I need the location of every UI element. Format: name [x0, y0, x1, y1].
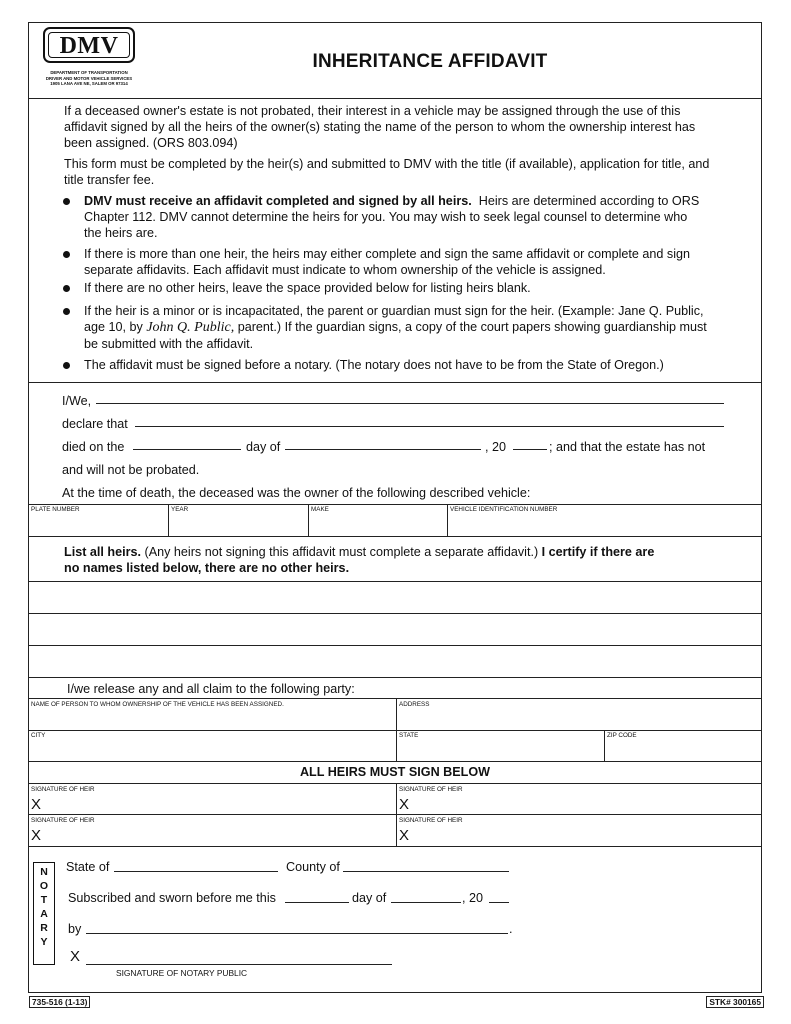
form-title: INHERITANCE AFFIDAVIT [312, 51, 548, 72]
died-on-label: died on the [62, 440, 125, 454]
notary-month-field[interactable] [391, 902, 461, 903]
year-label: YEAR [171, 506, 189, 513]
notary-vertical-label [33, 862, 55, 965]
divider [28, 98, 762, 99]
divider [28, 814, 762, 815]
signature-x-mark: X [399, 827, 410, 844]
declare-label: declare that [62, 417, 128, 431]
assignee-name-label: NAME OF PERSON TO WHOM OWNERSHIP OF THE VEHICLE HAS BEEN ASSIGNED. [31, 701, 284, 708]
example-signature: John Q. Public, [146, 320, 235, 336]
bullet-icon [63, 251, 70, 258]
deceased-name-field[interactable] [135, 426, 724, 427]
year-prefix-label: , 20 [485, 440, 507, 454]
divider [28, 783, 762, 784]
vin-label: VEHICLE IDENTIFICATION NUMBER [450, 506, 558, 513]
notary-signature-field[interactable] [86, 964, 392, 965]
heir-signature-label: SIGNATURE OF HEIR [31, 786, 95, 793]
divider [28, 536, 762, 537]
city-field[interactable] [29, 740, 395, 760]
heir-signature-label: SIGNATURE OF HEIR [399, 786, 463, 793]
bullet-icon [63, 308, 70, 315]
dmv-logo [43, 27, 135, 63]
heir-signature-field-1[interactable] [44, 795, 394, 813]
vin-field[interactable] [448, 514, 761, 535]
notary-year-prefix: , 20 [462, 891, 484, 905]
notary-year-field[interactable] [489, 902, 509, 903]
by-label: by [68, 922, 82, 936]
heir-row-3-field[interactable] [29, 646, 761, 676]
bullet-item-4: If the heir is a minor or is incapacitated, the parent or guardian must sign for the heir. (Example: Jane Q. Public, age 10, by John Q. Public, parent.) If the guardian signs, a copy of the court papers showing guardianship must be submitted with the affidavit. [84, 304, 707, 352]
zip-code-field[interactable] [605, 740, 761, 760]
state-of-label: State of [66, 860, 110, 874]
agency-line-1: DEPARTMENT OF TRANSPORTATION [50, 70, 128, 75]
estate-label: ; and that the estate has not [549, 440, 706, 454]
form-number: 735-516 (1-13) [29, 996, 90, 1008]
notary-signature-label: SIGNATURE OF NOTARY PUBLIC [116, 968, 248, 978]
stock-number: STK# 300165 [706, 996, 764, 1008]
address-field[interactable] [397, 709, 761, 729]
day-of-label: day of [246, 440, 281, 454]
city-label: CITY [31, 732, 46, 739]
zip-code-label: ZIP CODE [607, 732, 637, 739]
address-label: ADDRESS [399, 701, 430, 708]
assignee-name-field[interactable] [29, 709, 395, 729]
heir-row-1-field[interactable] [29, 582, 761, 612]
county-of-label: County of [286, 860, 340, 874]
make-field[interactable] [309, 514, 446, 535]
divider [28, 846, 762, 847]
not-probated-label: and will not be probated. [62, 463, 200, 477]
notary-day-of-label: day of [352, 891, 387, 905]
agency-line-2: DRIVER AND MOTOR VEHICLE SERVICES [45, 75, 133, 81]
heir-signature-field-2[interactable] [412, 795, 760, 813]
agency-line-3: 1905 LANA AVE NE, SALEM OR 97314 [50, 81, 128, 87]
death-month-field[interactable] [285, 449, 481, 450]
notary-day-field[interactable] [285, 902, 349, 903]
agency-address [34, 70, 144, 87]
notary-county-field[interactable] [343, 871, 509, 872]
divider [28, 698, 762, 699]
heir-signature-label: SIGNATURE OF HEIR [31, 817, 95, 824]
list-heirs-instructions: List all heirs. (Any heirs not signing this affidavit must complete a separate affidavit.) I certify if there are no names listed below, there are no other heirs. [64, 545, 655, 576]
bullet-item-3: If there are no other heirs, leave the space provided below for listing heirs blank. [84, 281, 531, 295]
bullet-icon [63, 362, 70, 369]
notary-signature-x-mark: X [70, 948, 81, 965]
notary-by-field[interactable] [86, 933, 508, 934]
plate-number-label: PLATE NUMBER [31, 506, 80, 513]
signature-x-mark: X [399, 796, 410, 813]
bullet-icon [63, 198, 70, 205]
state-field[interactable] [397, 740, 603, 760]
time-of-death-label: At the time of death, the deceased was the owner of the following described vehicle: [62, 486, 531, 500]
signature-x-mark: X [31, 796, 42, 813]
heir-row-2-field[interactable] [29, 614, 761, 644]
death-year-field[interactable] [513, 449, 547, 450]
iwe-label: I/We, [62, 394, 92, 408]
death-day-field[interactable] [133, 449, 241, 450]
subscribed-label: Subscribed and sworn before me this [68, 891, 276, 905]
divider [28, 730, 762, 731]
release-label: I/we release any and all claim to the following party: [67, 682, 355, 696]
make-label: MAKE [311, 506, 329, 513]
dmv-logo-text: DMV [48, 32, 130, 58]
signature-x-mark: X [31, 827, 42, 844]
year-field[interactable] [169, 514, 307, 535]
divider [28, 382, 762, 383]
heir-signature-label: SIGNATURE OF HEIR [399, 817, 463, 824]
divider [28, 761, 762, 762]
bullet-item-1: DMV must receive an affidavit completed and signed by all heirs. Heirs are determined according to ORS Chapter 112. DMV cannot determine the heirs for you. You may wish to seek legal counsel to determine who the heirs are. [84, 194, 700, 241]
bullet-item-5: The affidavit must be signed before a notary. (The notary does not have to be from the State of Oregon.) [84, 358, 664, 372]
by-period: . [509, 922, 513, 936]
bullet-item-2: If there is more than one heir, the heirs may either complete and sign the same affidavit or complete and sign separate affidavits. Each affidavit must indicate to whom ownership of the vehicle is assigned. [84, 247, 690, 278]
heir-signature-field-3[interactable] [44, 826, 394, 844]
heir-signature-field-4[interactable] [412, 826, 760, 844]
intro-paragraph-2: This form must be completed by the heir(s) and submitted to DMV with the title (if available), application for title, and title transfer fee. [64, 157, 710, 188]
plate-number-field[interactable] [29, 514, 167, 535]
bullet-icon [63, 285, 70, 292]
notary-state-field[interactable] [114, 871, 278, 872]
state-label: STATE [399, 732, 419, 739]
divider [28, 677, 762, 678]
heirs-names-field[interactable] [96, 403, 724, 404]
notary-letters: N O T A R Y [39, 866, 49, 948]
signatures-heading: ALL HEIRS MUST SIGN BELOW [299, 765, 491, 779]
intro-paragraph-1: If a deceased owner's estate is not probated, their interest in a vehicle may be assigned through the use of this affidavit signed by all the heirs of the owner(s) stating the name of the person to whom the ownership interest has been assigned. (ORS 803.094) [64, 104, 696, 151]
divider [28, 504, 762, 505]
